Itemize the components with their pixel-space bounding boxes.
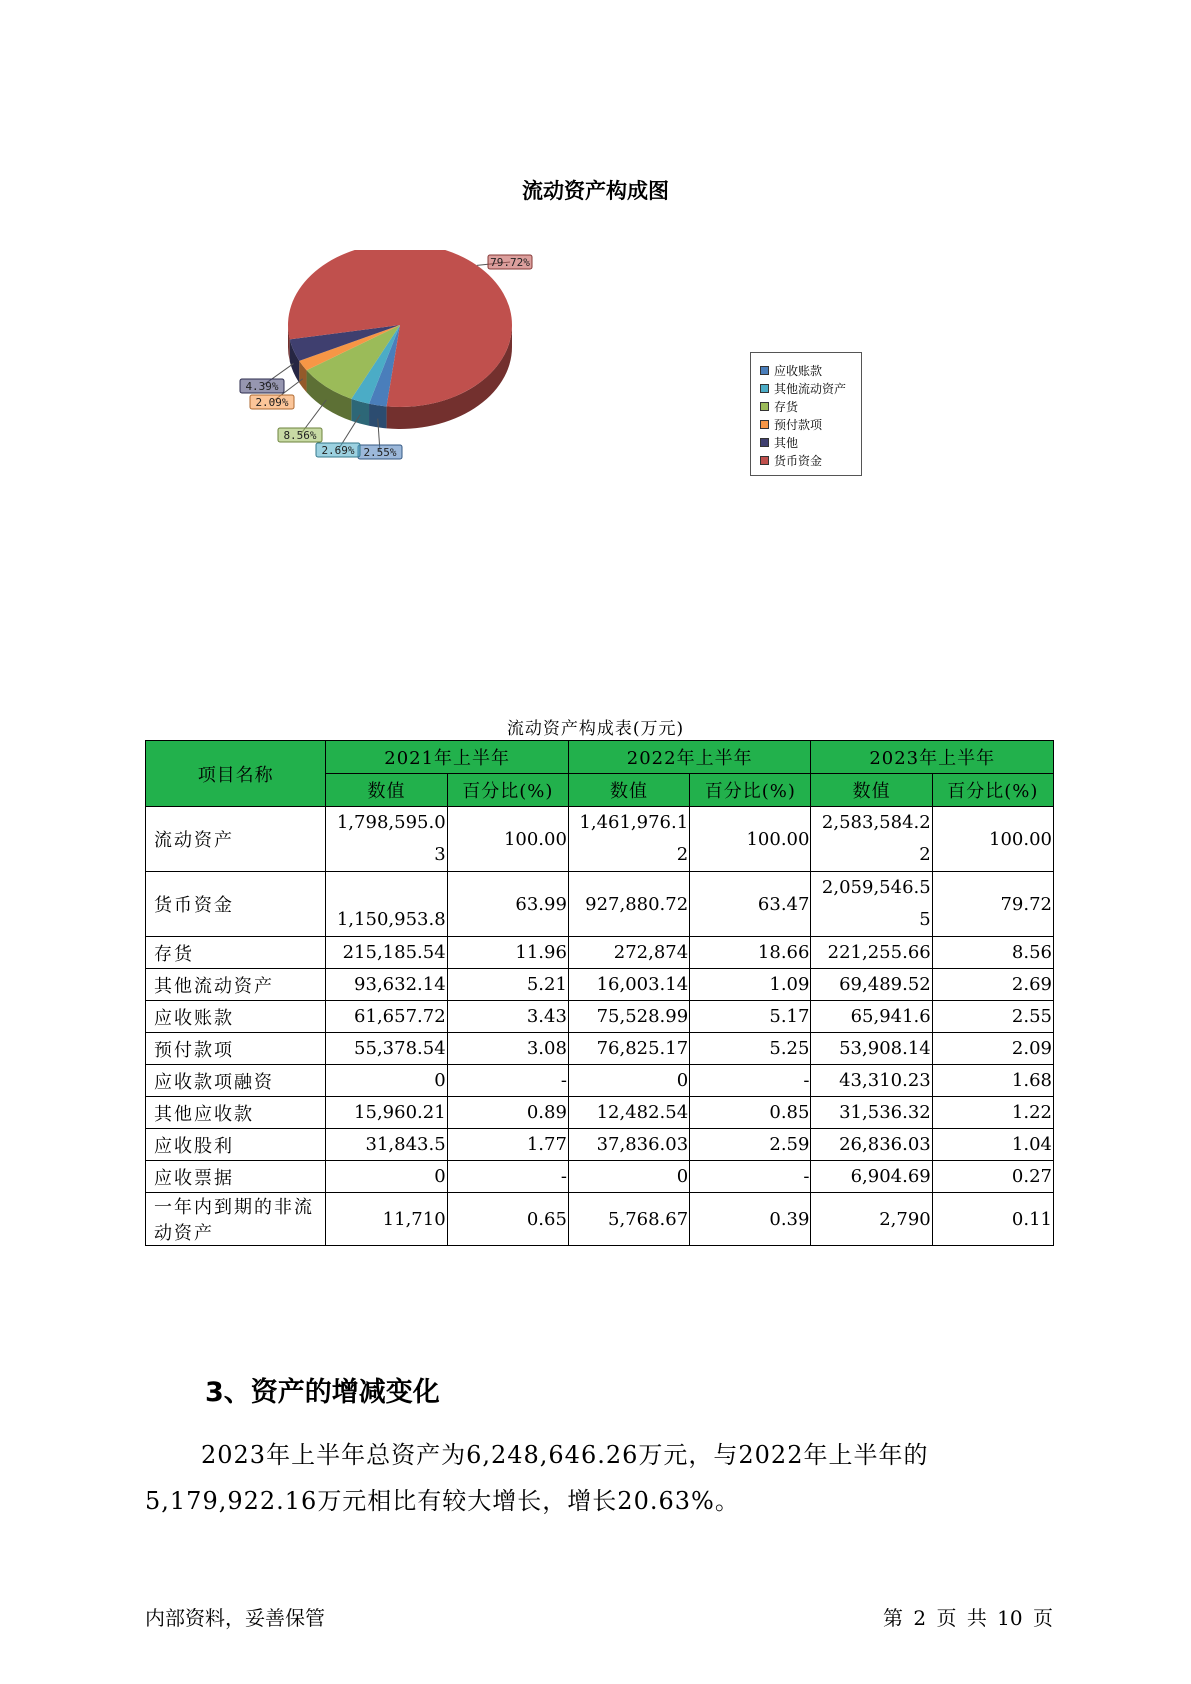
table-row xyxy=(146,969,1054,1001)
legend-item xyxy=(760,451,861,469)
percent-2021: 0.89 xyxy=(447,1097,568,1129)
value-2022: 76,825.17 xyxy=(568,1033,689,1065)
legend-swatch xyxy=(760,456,769,465)
value-2021: 55,378.54 xyxy=(326,1033,447,1065)
pie-data-label: 2.55% xyxy=(363,446,397,459)
row-name: 其他流动资产 xyxy=(146,969,326,1001)
percent-2021: 100.00 xyxy=(447,807,568,872)
value-2021: 31,843.5 xyxy=(326,1129,447,1161)
percent-2021: 63.99 xyxy=(447,872,568,937)
legend-label: 存货 xyxy=(774,399,799,414)
legend-label: 货币资金 xyxy=(774,453,823,468)
header-item-name: 项目名称 xyxy=(146,741,326,807)
percent-2022: 1.09 xyxy=(690,969,811,1001)
percent-2021: - xyxy=(447,1161,568,1193)
percent-2023: 0.27 xyxy=(932,1161,1053,1193)
pie-data-label: 2.09% xyxy=(255,396,289,409)
header-value: 数值 xyxy=(326,774,447,807)
percent-2023: 100.00 xyxy=(932,807,1053,872)
value-2021: 11,710 xyxy=(326,1193,447,1246)
value-2022: 5,768.67 xyxy=(568,1193,689,1246)
percent-2021: 1.77 xyxy=(447,1129,568,1161)
header-year-2023: 2023年上半年 xyxy=(811,741,1054,774)
value-2022: 12,482.54 xyxy=(568,1097,689,1129)
legend-label: 其他 xyxy=(774,435,799,450)
section-paragraph: 2023年上半年总资产为6,248,646.26万元，与2022年上半年的5,179,922.16万元相比有较大增长，增长20.63%。 xyxy=(145,1441,929,1515)
row-name: 一年内到期的非流动资产 xyxy=(146,1193,326,1246)
percent-2022: 0.85 xyxy=(690,1097,811,1129)
legend-swatch xyxy=(760,402,769,411)
percent-2023: 1.68 xyxy=(932,1065,1053,1097)
value-2023: 69,489.52 xyxy=(811,969,932,1001)
header-value: 数值 xyxy=(811,774,932,807)
table-row xyxy=(146,872,1054,937)
chart-legend xyxy=(750,352,862,476)
legend-swatch xyxy=(760,366,769,375)
header-percent: 百分比(%) xyxy=(932,774,1053,807)
legend-item xyxy=(760,361,861,379)
percent-2022: - xyxy=(690,1065,811,1097)
percent-2023: 2.69 xyxy=(932,969,1053,1001)
row-name: 应收票据 xyxy=(146,1161,326,1193)
percent-2022: - xyxy=(690,1161,811,1193)
percent-2022: 2.59 xyxy=(690,1129,811,1161)
value-2023: 221,255.66 xyxy=(811,937,932,969)
percent-2022: 0.39 xyxy=(690,1193,811,1246)
percent-2021: 3.43 xyxy=(447,1001,568,1033)
table-row xyxy=(146,1193,1054,1246)
footer-confidential-note: 内部资料，妥善保管 xyxy=(145,1606,325,1630)
footer-page-number: 第 2 页 共 10 页 xyxy=(883,1606,1053,1630)
pie-chart xyxy=(230,250,650,510)
value-2021: 93,632.14 xyxy=(326,969,447,1001)
percent-2022: 5.17 xyxy=(690,1001,811,1033)
row-name: 存货 xyxy=(146,937,326,969)
percent-2021: 5.21 xyxy=(447,969,568,1001)
value-2021: 0 xyxy=(326,1065,447,1097)
value-2023: 2,790 xyxy=(811,1193,932,1246)
table-row xyxy=(146,1129,1054,1161)
header-year-2021: 2021年上半年 xyxy=(326,741,569,774)
value-2021: 1,150,953.8 xyxy=(326,872,447,937)
table-row xyxy=(146,1001,1054,1033)
legend-swatch xyxy=(760,384,769,393)
row-name: 应收账款 xyxy=(146,1001,326,1033)
value-2022: 0 xyxy=(568,1161,689,1193)
percent-2022: 18.66 xyxy=(690,937,811,969)
value-2023: 31,536.32 xyxy=(811,1097,932,1129)
value-2021: 15,960.21 xyxy=(326,1097,447,1129)
value-2021: 0 xyxy=(326,1161,447,1193)
row-name: 应收股利 xyxy=(146,1129,326,1161)
value-2022: 37,836.03 xyxy=(568,1129,689,1161)
value-2022: 0 xyxy=(568,1065,689,1097)
value-2022: 927,880.72 xyxy=(568,872,689,937)
value-2022: 75,528.99 xyxy=(568,1001,689,1033)
legend-label: 应收账款 xyxy=(774,363,823,378)
legend-item xyxy=(760,397,861,415)
table-row xyxy=(146,1033,1054,1065)
percent-2021: 0.65 xyxy=(447,1193,568,1246)
section-heading: 3、资产的增减变化 xyxy=(205,1377,440,1408)
current-assets-table xyxy=(145,740,1054,1246)
value-2022: 272,874 xyxy=(568,937,689,969)
value-2023: 6,904.69 xyxy=(811,1161,932,1193)
legend-swatch xyxy=(760,420,769,429)
value-2023: 65,941.6 xyxy=(811,1001,932,1033)
value-2022: 16,003.14 xyxy=(568,969,689,1001)
table-row xyxy=(146,807,1054,872)
percent-2021: 11.96 xyxy=(447,937,568,969)
pie-data-label: 79.72% xyxy=(490,256,530,269)
percent-2022: 5.25 xyxy=(690,1033,811,1065)
legend-item xyxy=(760,415,861,433)
percent-2021: - xyxy=(447,1065,568,1097)
legend-item xyxy=(760,379,861,397)
pie-data-label: 8.56% xyxy=(283,429,317,442)
percent-2023: 0.11 xyxy=(932,1193,1053,1246)
legend-label: 预付款项 xyxy=(774,417,823,432)
table-caption: 流动资产构成表(万元) xyxy=(506,719,685,739)
row-name: 预付款项 xyxy=(146,1033,326,1065)
percent-2023: 2.09 xyxy=(932,1033,1053,1065)
pie-data-label: 2.69% xyxy=(321,444,355,457)
percent-2022: 63.47 xyxy=(690,872,811,937)
percent-2022: 100.00 xyxy=(690,807,811,872)
row-name: 货币资金 xyxy=(146,872,326,937)
value-2021: 215,185.54 xyxy=(326,937,447,969)
percent-2023: 2.55 xyxy=(932,1001,1053,1033)
percent-2023: 8.56 xyxy=(932,937,1053,969)
value-2021: 61,657.72 xyxy=(326,1001,447,1033)
table-row xyxy=(146,1065,1054,1097)
value-2022: 1,461,976.12 xyxy=(568,807,689,872)
value-2023: 53,908.14 xyxy=(811,1033,932,1065)
value-2023: 2,059,546.55 xyxy=(811,872,932,937)
value-2021: 1,798,595.03 xyxy=(326,807,447,872)
row-name: 其他应收款 xyxy=(146,1097,326,1129)
header-percent: 百分比(%) xyxy=(447,774,568,807)
legend-item xyxy=(760,433,861,451)
percent-2023: 1.04 xyxy=(932,1129,1053,1161)
header-percent: 百分比(%) xyxy=(690,774,811,807)
percent-2023: 1.22 xyxy=(932,1097,1053,1129)
legend-swatch xyxy=(760,438,769,447)
percent-2023: 79.72 xyxy=(932,872,1053,937)
legend-label: 其他流动资产 xyxy=(774,381,847,396)
table-row xyxy=(146,1097,1054,1129)
table-row xyxy=(146,1161,1054,1193)
table-row xyxy=(146,937,1054,969)
value-2023: 2,583,584.22 xyxy=(811,807,932,872)
header-year-2022: 2022年上半年 xyxy=(568,741,811,774)
chart-title: 流动资产构成图 xyxy=(522,179,669,203)
header-value: 数值 xyxy=(568,774,689,807)
row-name: 流动资产 xyxy=(146,807,326,872)
row-name: 应收款项融资 xyxy=(146,1065,326,1097)
value-2023: 26,836.03 xyxy=(811,1129,932,1161)
percent-2021: 3.08 xyxy=(447,1033,568,1065)
value-2023: 43,310.23 xyxy=(811,1065,932,1097)
pie-data-label: 4.39% xyxy=(245,380,279,393)
